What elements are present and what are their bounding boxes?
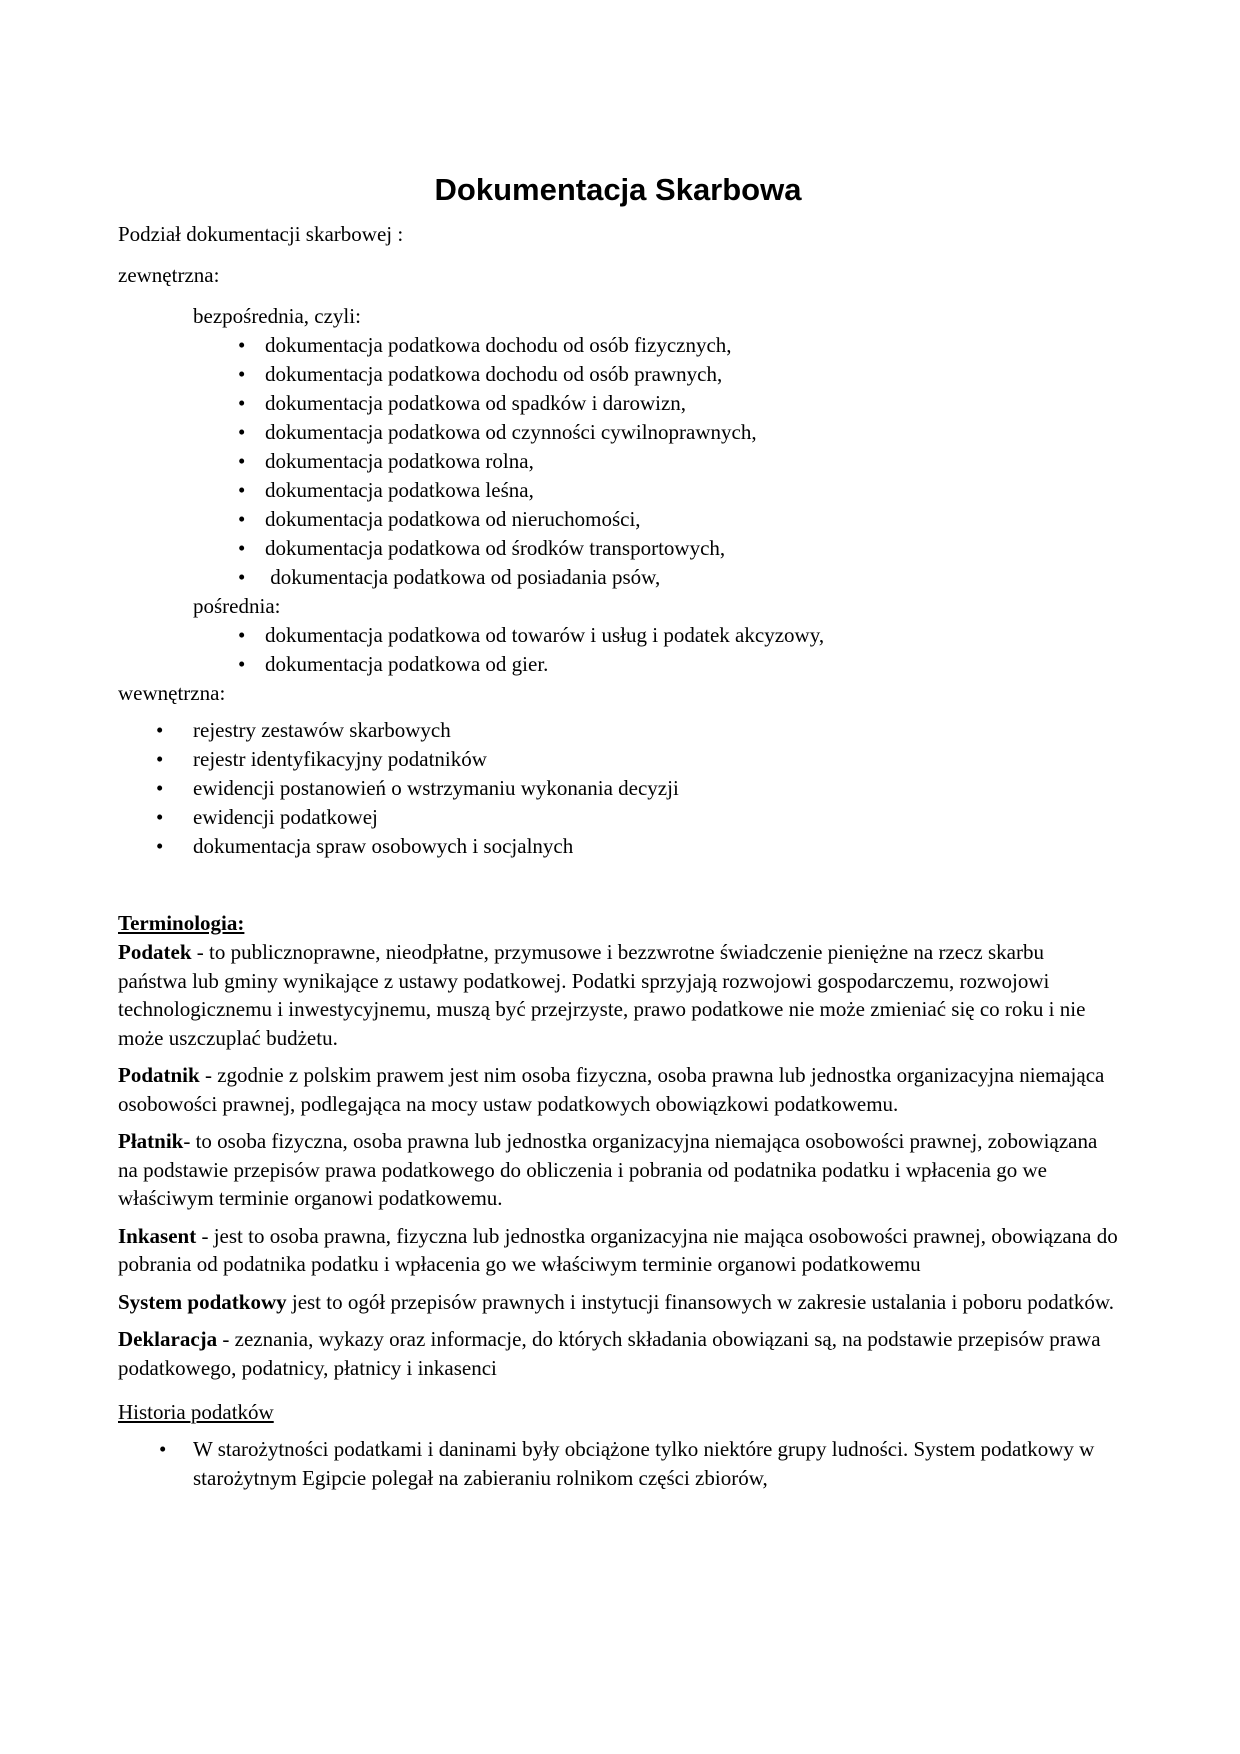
terminology-heading: Terminologia: xyxy=(118,911,245,935)
term-definition: - zgodnie z polskim prawem jest nim osoba fizyczna, osoba prawna lub jednostka organizacyjna niemająca osobowości prawnej, podlegająca na mocy ustaw podatkowych obowiązkowi podatkowemu. xyxy=(118,1063,1105,1116)
list-item: • dokumentacja spraw osobowych i socjalnych xyxy=(118,832,1118,861)
term-definition: - to publicznoprawne, nieodpłatne, przymusowe i bezzwrotne świadczenie pieniężne na rzecz skarbu państwa lub gminy wynikające z ustawy podatkowej. Podatki sprzyjają rozwojowi gospodarczemu, rozwojowi technologicznemu i inwestycyjnemu, muszą być przejrzyste, prawo podatkowe nie może zmieniać się co roku i nie może uszczuplać budżetu. xyxy=(118,940,1086,1050)
history-heading: Historia podatków xyxy=(118,1400,274,1424)
list-item: • dokumentacja podatkowa dochodu od osób prawnych, xyxy=(118,360,1118,389)
document-title: Dokumentacja Skarbowa xyxy=(434,172,802,207)
list-item: • rejestr identyfikacyjny podatników xyxy=(118,745,1118,774)
bullet-icon: • xyxy=(156,834,164,858)
list-item: • dokumentacja podatkowa od spadków i darowizn, xyxy=(118,389,1118,418)
history-list xyxy=(118,1435,1118,1493)
list-item: • W starożytności podatkami i daninami były obciążone tylko niektóre grupy ludności. System podatkowy w starożytnym Egipcie polegał na zabieraniu rolnikom części zbiorów, xyxy=(159,1437,1095,1490)
bullet-icon: • xyxy=(238,536,246,560)
bullet-icon: • xyxy=(156,718,164,742)
term-platnik xyxy=(118,1127,1118,1213)
list-item: • dokumentacja podatkowa od posiadania psów, xyxy=(118,563,1118,592)
bullet-icon: • xyxy=(156,747,164,771)
intro-line: Podział dokumentacji skarbowej : xyxy=(118,222,404,246)
page-content xyxy=(118,170,1118,1493)
term-definition: - to osoba fizyczna, osoba prawna lub jednostka organizacyjna niemająca osobowości prawnej, zobowiązana na podstawie przepisów prawa podatkowego do obliczenia i pobrania od podatnika podatku i wpłacenia go we właściwym terminie organowi podatkowemu. xyxy=(118,1129,1098,1210)
term-name: System podatkowy xyxy=(118,1289,287,1314)
indirect-label: pośrednia: xyxy=(193,594,281,618)
list-item: • dokumentacja podatkowa dochodu od osób fizycznych, xyxy=(118,331,1118,360)
bullet-icon: • xyxy=(238,623,246,647)
list-item: • ewidencji podatkowej xyxy=(118,803,1118,832)
external-label: zewnętrzna: xyxy=(118,263,220,287)
term-system-podatkowy xyxy=(118,1288,1118,1317)
bullet-icon: • xyxy=(238,565,246,589)
bullet-icon: • xyxy=(238,507,246,531)
indirect-list xyxy=(118,621,1118,679)
bullet-icon: • xyxy=(159,1437,167,1461)
bullet-icon: • xyxy=(238,478,246,502)
list-item: • dokumentacja podatkowa od gier. xyxy=(118,650,1118,679)
list-item: • dokumentacja podatkowa od towarów i usług i podatek akcyzowy, xyxy=(118,621,1118,650)
bullet-icon: • xyxy=(238,333,246,357)
bullet-icon: • xyxy=(156,776,164,800)
term-deklaracja xyxy=(118,1325,1118,1382)
term-definition: - zeznania, wykazy oraz informacje, do których składania obowiązani są, na podstawie przepisów prawa podatkowego, podatnicy, płatnicy i inkasenci xyxy=(118,1327,1101,1380)
list-item: • dokumentacja podatkowa rolna, xyxy=(118,447,1118,476)
list-item: • dokumentacja podatkowa od środków transportowych, xyxy=(118,534,1118,563)
internal-label: wewnętrzna: xyxy=(118,681,226,705)
bullet-icon: • xyxy=(238,362,246,386)
list-item: • dokumentacja podatkowa od nieruchomości, xyxy=(118,505,1118,534)
term-name: Inkasent xyxy=(118,1223,197,1248)
bullet-icon: • xyxy=(238,652,246,676)
term-inkasent xyxy=(118,1222,1118,1279)
term-definition: jest to ogół przepisów prawnych i instytucji finansowych w zakresie ustalania i poboru podatków. xyxy=(286,1289,1114,1314)
bullet-icon: • xyxy=(238,420,246,444)
bullet-icon: • xyxy=(238,391,246,415)
internal-list xyxy=(118,716,1118,861)
list-item: • dokumentacja podatkowa od czynności cywilnoprawnych, xyxy=(118,418,1118,447)
direct-list xyxy=(118,331,1118,592)
list-item: • ewidencji postanowień o wstrzymaniu wykonania decyzji xyxy=(118,774,1118,803)
term-name: Deklaracja xyxy=(118,1327,218,1351)
term-name: Podatek xyxy=(118,940,192,964)
term-name: Płatnik xyxy=(118,1129,184,1153)
direct-label: bezpośrednia, czyli: xyxy=(193,304,361,328)
term-definition: - jest to osoba prawna, fizyczna lub jednostka organizacyjna nie mająca osobowości prawnej, obowiązana do pobrania od podatnika podatku i wpłacenia go we właściwym terminie organowi podatkowemu xyxy=(118,1223,1118,1276)
bullet-icon: • xyxy=(156,805,164,829)
list-item: • rejestry zestawów skarbowych xyxy=(118,716,1118,745)
term-name: Podatnik xyxy=(118,1063,200,1087)
term-podatek xyxy=(118,938,1118,1052)
term-podatnik xyxy=(118,1061,1118,1118)
list-item: • dokumentacja podatkowa leśna, xyxy=(118,476,1118,505)
bullet-icon: • xyxy=(238,449,246,473)
